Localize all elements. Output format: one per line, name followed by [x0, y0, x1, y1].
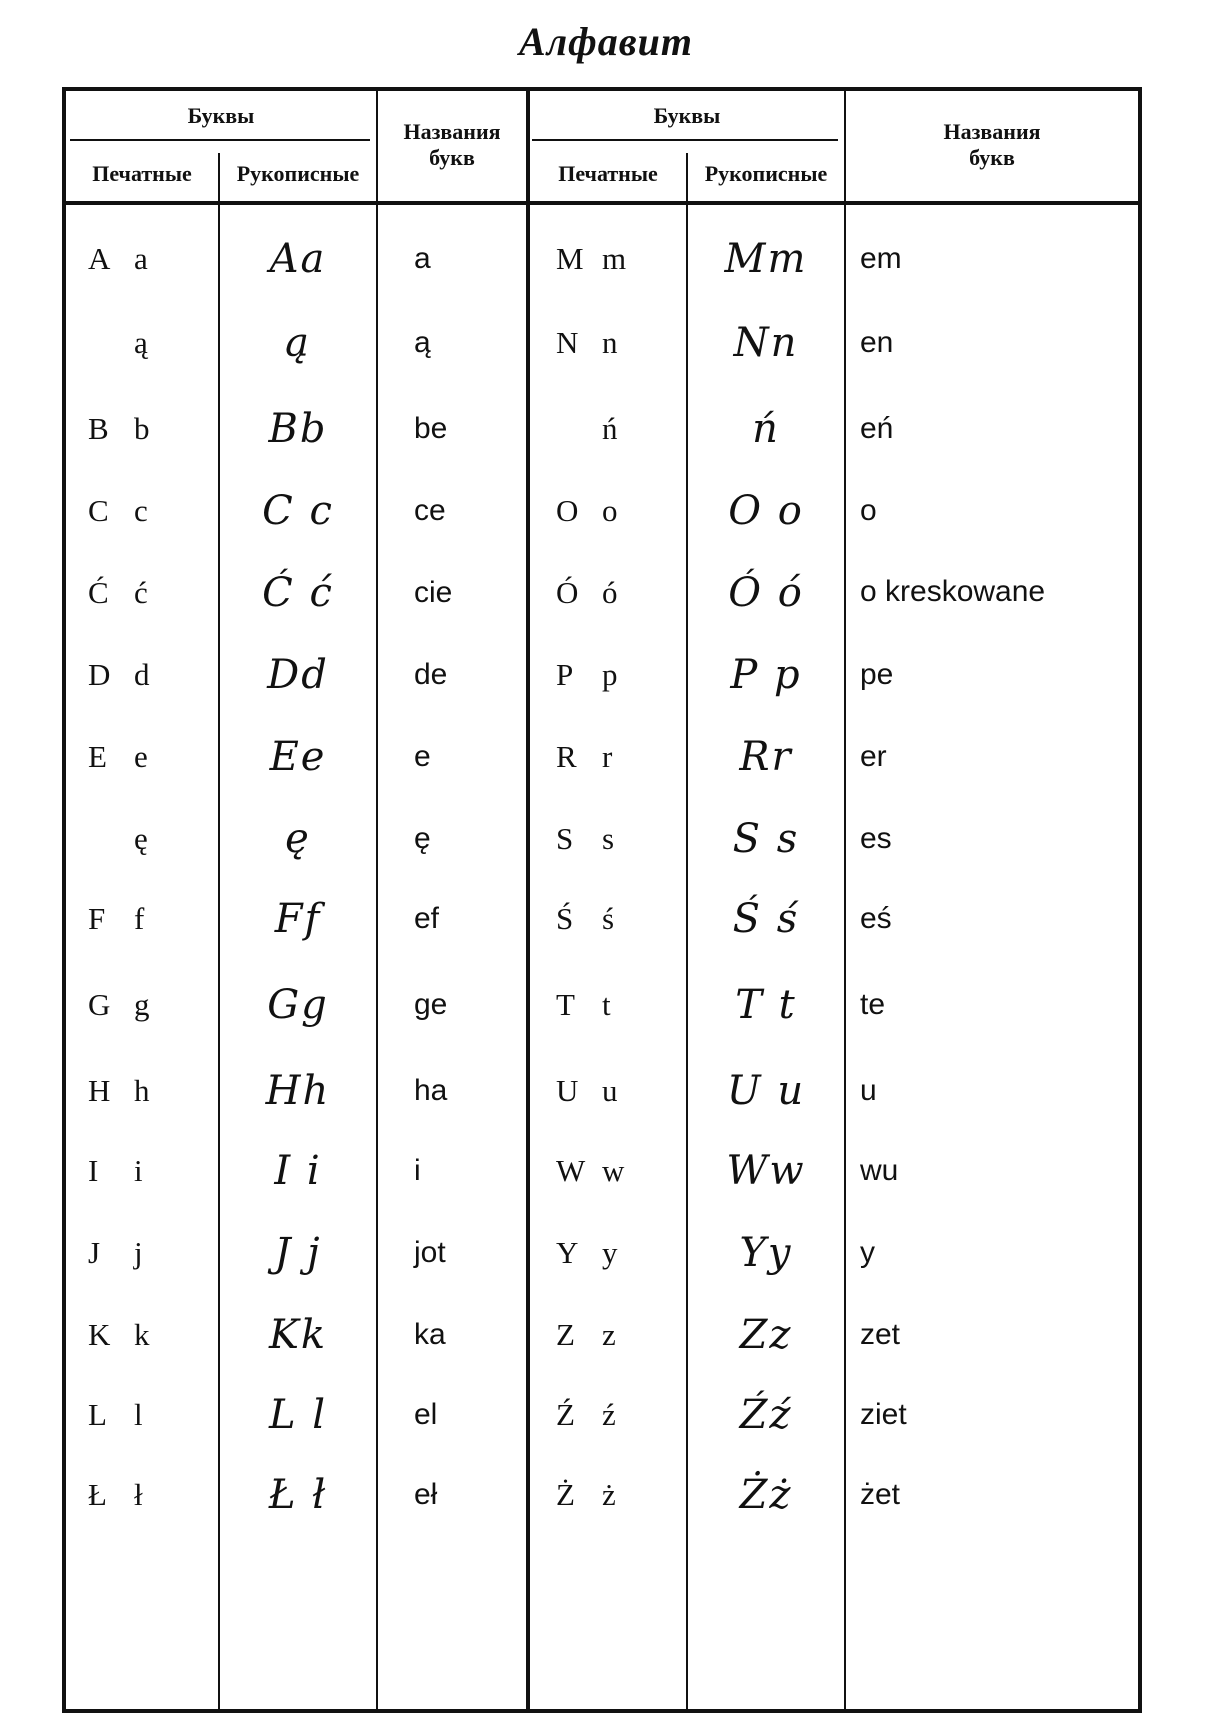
printed-lowercase: o [602, 493, 618, 528]
header-names-line2: букв [429, 145, 475, 170]
printed-lowercase: ź [602, 1397, 616, 1432]
handwritten-letters: ę [285, 816, 311, 862]
table-row [66, 635, 1138, 715]
printed-uppercase: L [88, 1397, 107, 1432]
printed-uppercase: O [556, 493, 579, 528]
letter-name: el [414, 1398, 438, 1431]
printed-uppercase: Z [556, 1317, 575, 1352]
printed-lowercase: l [134, 1397, 143, 1432]
header-handwritten-right: Рукописные [704, 161, 828, 186]
printed-uppercase: C [88, 493, 109, 528]
letter-name: ge [414, 988, 448, 1021]
printed-uppercase: Ł [88, 1477, 107, 1512]
table-row [66, 965, 1138, 1045]
letter-name: o kreskowane [860, 575, 1046, 608]
printed-uppercase: U [556, 1073, 579, 1108]
handwritten-letters: U u [726, 1068, 806, 1114]
divider [66, 201, 1138, 205]
printed-lowercase: g [134, 987, 150, 1022]
header-names-right [846, 119, 1138, 171]
printed-lowercase: ł [134, 1477, 143, 1512]
table-row [66, 879, 1138, 959]
printed-lowercase: ż [602, 1477, 616, 1512]
letter-name: em [860, 242, 902, 275]
letter-name: ka [414, 1318, 446, 1351]
printed-uppercase: P [556, 657, 574, 692]
printed-lowercase: w [602, 1153, 625, 1188]
handwritten-letters: ń [752, 406, 780, 452]
handwritten-letters: T t [735, 982, 797, 1028]
printed-lowercase: z [602, 1317, 616, 1352]
letter-name: ha [414, 1074, 448, 1107]
handwritten-letters: Ff [274, 896, 322, 942]
handwritten-letters: ą [285, 320, 311, 366]
handwritten-letters: Ww [726, 1148, 806, 1194]
handwritten-letters: C c [262, 488, 334, 534]
printed-lowercase: i [134, 1153, 143, 1188]
letter-name: en [860, 326, 894, 359]
printed-lowercase: ó [602, 575, 618, 610]
printed-lowercase: ą [134, 325, 148, 360]
handwritten-letters: Zz [739, 1312, 793, 1358]
printed-lowercase: p [602, 657, 618, 692]
divider [70, 139, 370, 141]
handwritten-letters: Dd [267, 652, 329, 698]
printed-lowercase: j [134, 1235, 143, 1270]
printed-lowercase: t [602, 987, 611, 1022]
table-row [66, 1131, 1138, 1211]
printed-uppercase: W [556, 1153, 586, 1188]
handwritten-letters: Ć ć [262, 570, 334, 616]
handwritten-letters: I i [274, 1148, 322, 1194]
handwritten-letters: Mm [724, 236, 808, 282]
letter-name: o [860, 494, 877, 527]
letter-name: ziet [860, 1398, 907, 1431]
letter-name: de [414, 658, 448, 691]
table-row [66, 1213, 1138, 1293]
printed-uppercase: B [88, 411, 109, 446]
divider [532, 139, 838, 141]
handwritten-letters: O o [728, 488, 804, 534]
printed-uppercase: K [88, 1317, 111, 1352]
handwritten-letters: Kk [268, 1312, 328, 1358]
printed-lowercase: y [602, 1235, 618, 1270]
table-row [66, 799, 1138, 879]
letter-name: i [414, 1154, 421, 1187]
printed-uppercase: E [88, 739, 107, 774]
letter-name: cie [414, 576, 453, 609]
handwritten-letters: Ś ś [732, 896, 800, 942]
printed-lowercase: a [134, 241, 148, 276]
printed-uppercase: M [556, 241, 584, 276]
printed-uppercase: I [88, 1153, 99, 1188]
alphabet-table [62, 87, 1142, 1713]
table-row [66, 389, 1138, 469]
handwritten-letters: L l [268, 1392, 328, 1438]
letter-name: y [860, 1236, 875, 1269]
header-names-line1: Названия [403, 119, 501, 144]
handwritten-letters: Ee [269, 734, 327, 780]
letter-name: ce [414, 494, 446, 527]
handwritten-letters: Bb [268, 406, 328, 452]
table-row [66, 717, 1138, 797]
handwritten-letters: Nn [733, 320, 799, 366]
header-names-line1: Названия [943, 119, 1041, 144]
letter-name: eń [860, 412, 894, 445]
printed-lowercase: s [602, 821, 615, 856]
table-row [66, 1455, 1138, 1535]
letter-name: be [414, 412, 448, 445]
printed-uppercase: Ó [556, 575, 579, 610]
letter-name: zet [860, 1318, 901, 1351]
letter-name: ą [414, 326, 431, 359]
table-row [66, 219, 1138, 299]
printed-lowercase: ś [602, 901, 615, 936]
printed-lowercase: d [134, 657, 150, 692]
printed-uppercase: G [88, 987, 111, 1022]
printed-uppercase: F [88, 901, 106, 936]
header-printed-right: Печатные [558, 161, 658, 186]
printed-uppercase: T [556, 987, 575, 1022]
handwritten-letters: Źź [739, 1392, 793, 1438]
table-row [66, 471, 1138, 551]
letter-name: wu [860, 1154, 899, 1187]
page-title: Алфавит [518, 19, 694, 64]
handwritten-letters: Aa [269, 236, 327, 282]
table-row [66, 303, 1138, 383]
header-letters: Буквы [187, 103, 255, 128]
printed-uppercase: N [556, 325, 579, 360]
handwritten-letters: Ł ł [268, 1472, 328, 1518]
printed-lowercase: f [134, 901, 145, 936]
handwritten-letters: Hh [265, 1068, 331, 1114]
printed-uppercase: S [556, 821, 574, 856]
table-row [66, 1375, 1138, 1455]
header-handwritten: Рукописные [236, 161, 360, 186]
letter-name: eś [860, 902, 892, 935]
letter-name: jot [414, 1236, 446, 1269]
handwritten-letters: S s [732, 816, 800, 862]
handwritten-letters: Ó ó [728, 570, 804, 616]
letter-name: e [414, 740, 431, 773]
printed-lowercase: m [602, 241, 627, 276]
printed-lowercase: ę [134, 821, 148, 856]
letter-name: te [860, 988, 886, 1021]
handwritten-letters: J j [274, 1230, 322, 1276]
printed-lowercase: e [134, 739, 148, 774]
printed-lowercase: ć [134, 575, 148, 610]
printed-uppercase: H [88, 1073, 111, 1108]
table-row [66, 553, 1138, 633]
letter-name: es [860, 822, 892, 855]
printed-lowercase: r [602, 739, 613, 774]
handwritten-letters: Rr [739, 734, 793, 780]
letter-name: ę [414, 822, 431, 855]
header-names [378, 119, 526, 171]
printed-uppercase: R [556, 739, 577, 774]
letter-name: er [860, 740, 887, 773]
printed-lowercase: h [134, 1073, 150, 1108]
printed-lowercase: b [134, 411, 150, 446]
handwritten-letters: Gg [267, 982, 329, 1028]
printed-lowercase: u [602, 1073, 618, 1108]
printed-lowercase: ń [602, 411, 618, 446]
letter-name: pe [860, 658, 894, 691]
printed-uppercase [556, 389, 596, 469]
letter-name: ef [414, 902, 440, 935]
header-names-line2: букв [969, 145, 1015, 170]
printed-uppercase: J [88, 1235, 101, 1270]
letter-name: żet [860, 1478, 901, 1511]
handwritten-letters: P p [730, 652, 802, 698]
printed-lowercase: k [134, 1317, 150, 1352]
letter-name: u [860, 1074, 877, 1107]
letter-name: a [414, 242, 431, 275]
letter-name: eł [414, 1478, 438, 1511]
printed-lowercase: n [602, 325, 618, 360]
printed-uppercase: Ć [88, 575, 109, 610]
printed-uppercase: Y [556, 1235, 579, 1270]
handwritten-letters: Yy [739, 1230, 793, 1276]
printed-lowercase: c [134, 493, 148, 528]
table-row [66, 1051, 1138, 1131]
header-printed: Печатные [92, 161, 192, 186]
header-letters-right: Буквы [653, 103, 721, 128]
printed-uppercase: A [88, 241, 111, 276]
printed-uppercase: Ż [556, 1477, 575, 1512]
printed-uppercase: Ś [556, 901, 574, 936]
table-row [66, 1295, 1138, 1375]
printed-uppercase: Ź [556, 1397, 575, 1432]
handwritten-letters: Żż [739, 1472, 793, 1518]
printed-uppercase: D [88, 657, 111, 692]
